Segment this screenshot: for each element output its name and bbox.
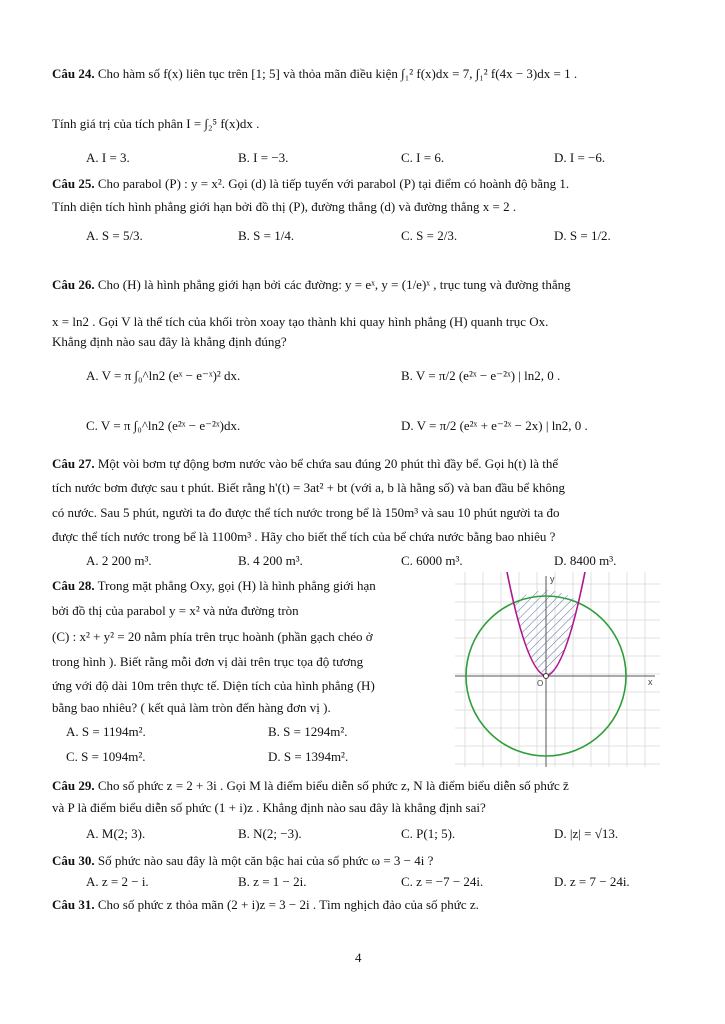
q27-option-b[interactable]: B. 4 200 m³.: [238, 553, 303, 568]
q30-text1: Số phức nào sau đây là một căn bậc hai của số phức ω = 3 − 4i ?: [97, 853, 434, 868]
q26-option-a[interactable]: A. V = π ∫₀^ln2 (eˣ − e⁻ˣ)² dx.: [86, 368, 241, 383]
q28-option-c[interactable]: C. S = 1094m².: [66, 749, 146, 764]
q24-line1: [52, 66, 577, 82]
q30-option-d[interactable]: D. z = 7 − 24i.: [554, 874, 630, 889]
q27-option-d[interactable]: D. 8400 m³.: [554, 553, 617, 568]
q28-line2: bởi đồ thị của parabol y = x² và nửa đường tròn: [52, 603, 299, 618]
q28-line3: (C) : x² + y² = 20 nằm phía trên trục hoành (phần gạch chéo ở: [52, 629, 373, 644]
q27-option-a[interactable]: A. 2 200 m³.: [86, 553, 152, 568]
axis-x-label: x: [648, 677, 653, 687]
q29-label: Câu 29.: [52, 778, 95, 793]
q28-option-b[interactable]: B. S = 1294m².: [268, 724, 348, 739]
q30-option-b[interactable]: B. z = 1 − 2i.: [238, 874, 307, 889]
q26-label: Câu 26.: [52, 277, 95, 292]
q25-option-c[interactable]: C. S = 2/3.: [401, 228, 458, 243]
q29-line1: [52, 778, 569, 794]
q27-option-c[interactable]: C. 6000 m³.: [401, 553, 463, 568]
origin-label: O: [537, 679, 544, 688]
q24-label: Câu 24.: [52, 66, 95, 81]
q27-line3: có nước. Sau 5 phút, người ta đo được thể tích nước trong bể là 150m³ và sau 10 phút người ta đo: [52, 505, 560, 520]
q25-option-b[interactable]: B. S = 1/4.: [238, 228, 295, 243]
q26-line1: [52, 277, 571, 293]
q26-line2: x = ln2 . Gọi V là thể tích của khối tròn xoay tạo thành khi quay hình phẳng (H) quanh trục Ox.: [52, 314, 549, 329]
q27-line4: được thể tích nước trong bể là 1100m³ . Hãy cho biết thể tích của bể chứa nước bằng bao nhiêu ?: [52, 529, 556, 544]
q25-line1: [52, 176, 569, 192]
q29-option-c[interactable]: C. P(1; 5).: [401, 826, 456, 841]
q27-line2: tích nước bơm được sau t phút. Biết rằng h'(t) = 3at² + bt (với a, b là hằng số) và ban đầu bể không: [52, 480, 566, 495]
q26-line3: Khẳng định nào sau đây là khẳng định đúng?: [52, 334, 287, 349]
q25-label: Câu 25.: [52, 176, 95, 191]
q26-option-c[interactable]: C. V = π ∫₀^ln2 (e²ˣ − e⁻²ˣ)dx.: [86, 418, 241, 433]
q31-label: Câu 31.: [52, 897, 95, 912]
q29-option-a[interactable]: A. M(2; 3).: [86, 826, 146, 841]
q30-option-c[interactable]: C. z = −7 − 24i.: [401, 874, 484, 889]
axis-y-label: y: [550, 574, 555, 584]
q29-text1: Cho số phức z = 2 + 3i . Gọi M là điểm biểu diễn số phức z, N là điểm biểu diễn số phức z̄: [97, 778, 569, 793]
q29-option-d[interactable]: D. |z| = √13.: [554, 826, 619, 841]
q28-option-d[interactable]: D. S = 1394m².: [268, 749, 349, 764]
q24-line2: Tính giá trị của tích phân I = ∫₂⁵ f(x)dx .: [52, 116, 260, 131]
q31-line1: [52, 897, 479, 913]
q24-option-d[interactable]: D. I = −6.: [554, 150, 606, 165]
q25-option-a[interactable]: A. S = 5/3.: [86, 228, 143, 243]
q26-text1: Cho (H) là hình phẳng giới hạn bởi các đường: y = eˣ, y = (1/e)ˣ , trục tung và đường thẳng: [97, 277, 571, 292]
q28-line6: bằng bao nhiêu? ( kết quả làm tròn đến hàng đơn vị ).: [52, 700, 331, 715]
q28-label: Câu 28.: [52, 578, 95, 593]
q27-text1: Một vòi bơm tự động bơm nước vào bể chứa sau đúng 20 phút thì đầy bể. Gọi h(t) là thể: [97, 456, 559, 471]
q24-option-c[interactable]: C. I = 6.: [401, 150, 445, 165]
q27-line1: [52, 456, 558, 472]
q28-line5: ứng với độ dài 10m trên thực tế. Diện tích của hình phẳng (H): [52, 678, 375, 693]
q28-text1: Trong mặt phẳng Oxy, gọi (H) là hình phẳng giới hạn: [97, 578, 376, 593]
page-number: 4: [355, 950, 362, 965]
q27-label: Câu 27.: [52, 456, 95, 471]
q30-option-a[interactable]: A. z = 2 − i.: [86, 874, 149, 889]
q30-label: Câu 30.: [52, 853, 95, 868]
q24-text1: Cho hàm số f(x) liên tục trên [1; 5] và thỏa mãn điều kiện ∫₁² f(x)dx = 7, ∫₁² f(4x − 3)dx = 1 .: [97, 66, 578, 81]
q28-option-a[interactable]: A. S = 1194m².: [66, 724, 146, 739]
q26-option-d[interactable]: D. V = π/2 (e²ˣ + e⁻²ˣ − 2x) | ln2, 0 .: [401, 418, 588, 433]
q25-option-d[interactable]: D. S = 1/2.: [554, 228, 611, 243]
q31-text1: Cho số phức z thỏa mãn (2 + i)z = 3 − 2i . Tìm nghịch đảo của số phức z.: [97, 897, 479, 912]
q24-option-b[interactable]: B. I = −3.: [238, 150, 289, 165]
q29-option-b[interactable]: B. N(2; −3).: [238, 826, 302, 841]
q24-option-a[interactable]: A. I = 3.: [86, 150, 130, 165]
q28-line4: trong hình ). Biết rằng mỗi đơn vị dài trên trục tọa độ tương: [52, 654, 364, 669]
origin-point: [544, 674, 549, 679]
q30-line1: [52, 853, 433, 869]
q28-figure: [455, 572, 660, 767]
q28-line1: [52, 578, 376, 594]
q25-line2: Tính diện tích hình phẳng giới hạn bởi đồ thị (P), đường thẳng (d) và đường thẳng x = 2 .: [52, 199, 517, 214]
q26-option-b[interactable]: B. V = π/2 (e²ˣ − e⁻²ˣ) | ln2, 0 .: [401, 368, 561, 383]
q25-text1: Cho parabol (P) : y = x². Gọi (d) là tiếp tuyến với parabol (P) tại điểm có hoành độ bằng 1.: [97, 176, 570, 191]
q29-line2: và P là điểm biểu diễn số phức (1 + i)z . Khẳng định nào sau đây là khẳng định sai?: [52, 800, 486, 815]
